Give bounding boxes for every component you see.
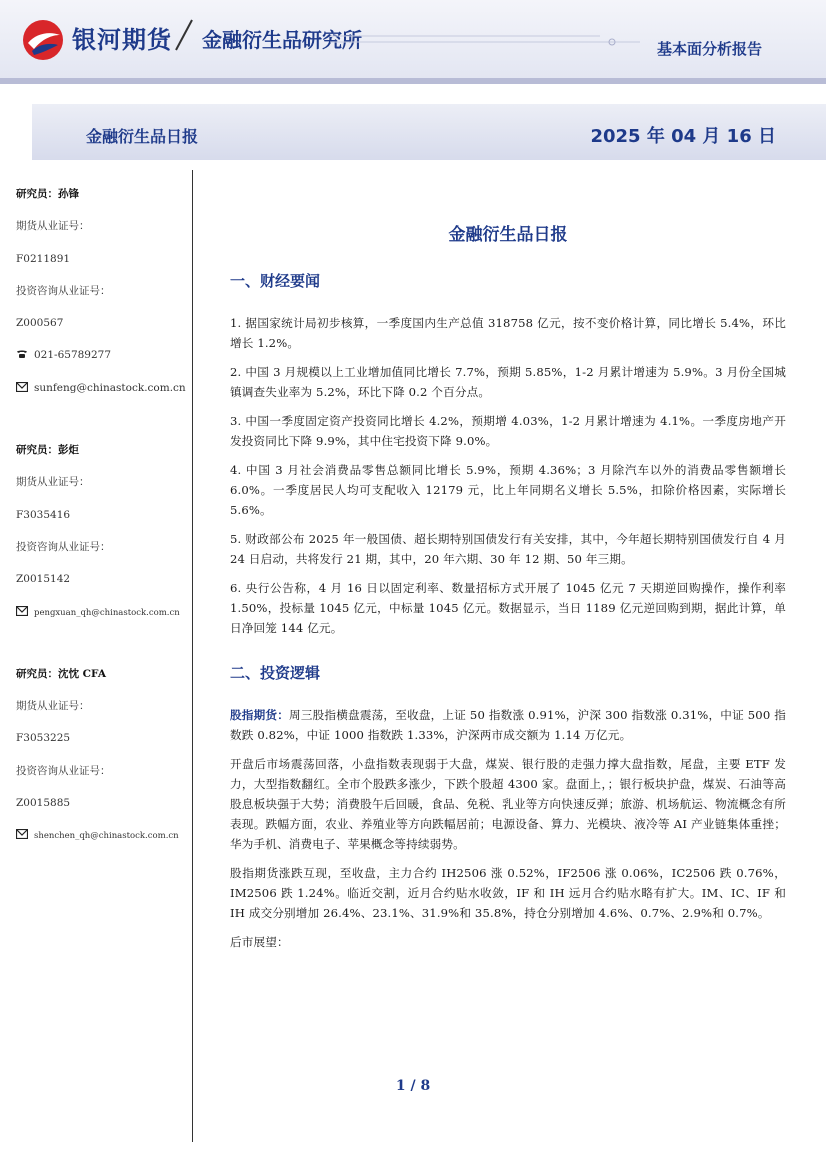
report-type: 基本面分析报告	[656, 40, 762, 58]
invest-cert: Z0015142	[16, 573, 71, 586]
decorative-lines	[330, 30, 670, 60]
news-item: 4. 中国 3 月社会消费品零售总额同比增长 5.9%，预期 4.36%；3 月除汽车以外的消费品零售额增长 6.0%。一季度居民人均可支配收入 12179 元，比上年同期名义增长 5.5%，扣除价格因素，实际增长 5.6%。	[230, 463, 786, 517]
invest-cert: Z000567	[16, 317, 64, 330]
analyst-name: 研究员：彭炬	[16, 444, 79, 457]
report-date: 2025 年 04 月 16 日	[590, 126, 776, 147]
analyst-email	[16, 827, 188, 859]
news-item: 3. 中国一季度固定资产投资同比增长 4.2%，预期增 4.03%，1-2 月累计增速为 4.1%。一季度房地产开发投资同比下降 9.9%，其中住宅投资下降 9.0%。	[230, 414, 786, 448]
sidebar-divider	[192, 170, 193, 1142]
email-address[interactable]: shenchen_qh@chinastock.com.cn	[34, 831, 179, 842]
outlook-label: 后市展望：	[230, 935, 289, 949]
page-current: 1	[395, 1078, 406, 1094]
news-item: 6. 央行公告称，4 月 16 日以固定利率、数量招标方式开展了 1045 亿元 7 天期逆回购操作，操作利率 1.50%，投标量 1045 亿元，中标量 1045 亿元。数据显示，当日 1189 亿元逆回购到期，据此计算，单日净回笼 144 亿元。	[230, 581, 786, 635]
news-item: 2. 中国 3 月规模以上工业增加值同比增长 7.7%，预期 5.85%，1-2 月累计增速为 5.9%。3 月份全国城镇调查失业率为 5.2%，环比下降 0.2 个百分点。	[230, 365, 786, 399]
invest-cert-label: 投资咨询从业证号：	[16, 764, 111, 777]
index-futures-text: 周三股指横盘震荡，至收盘，上证 50 指数涨 0.91%，沪深 300 指数涨 0.31%，中证 500 指数跌 0.82%，中证 1000 指数跌 1.33%，沪深两市成交额为 1.14 万亿元。	[230, 708, 786, 742]
galaxy-logo-icon	[22, 19, 64, 61]
email-icon	[16, 606, 28, 616]
header-stripe	[0, 78, 826, 84]
invest-cert-label: 投资咨询从业证号：	[16, 284, 111, 297]
futures-cert: F0211891	[16, 252, 71, 265]
page-total: 8	[420, 1078, 431, 1094]
analyst-email	[16, 380, 188, 412]
phone-number: 021-65789277	[34, 349, 112, 362]
main-content	[230, 220, 786, 961]
futures-cert-label: 期货从业证号：	[16, 476, 90, 489]
index-futures-summary	[230, 705, 786, 745]
analyst-name: 研究员：沈忱 CFA	[16, 667, 106, 680]
section-heading-news: 一、财经要闻	[230, 272, 321, 290]
section-heading-logic: 二、投资逻辑	[230, 664, 321, 682]
email-icon	[16, 829, 28, 839]
page-sep: /	[410, 1078, 416, 1094]
invest-cert-label: 投资咨询从业证号：	[16, 540, 111, 553]
market-paragraph: 开盘后市场震荡回落，小盘指数表现弱于大盘，煤炭、银行股的走强力撑大盘指数，尾盘，主要 ETF 发力，大型指数翻红。全市个股跌多涨少，下跌个股超 4300 家。盘面上，；银行板块护盘，煤炭、石油等高股息板块强于大势；消费股午后回暖，食品、免税、乳业等方向快速反弹；旅游、机场航运、物流概念有所表现。跌幅方面，农业、养殖业等方向跌幅居前；电源设备、算力、光模块、液冷等 AI 产业链集体重挫；华为手机、消费电子、苹果概念等持续弱势。	[230, 757, 786, 851]
analyst-phone	[16, 347, 188, 379]
index-futures-label: 股指期货：	[230, 708, 290, 722]
futures-cert-label: 期货从业证号：	[16, 700, 90, 713]
divider-slash-icon	[172, 18, 196, 52]
analyst-email	[16, 604, 188, 636]
page-number	[0, 1078, 826, 1094]
email-icon	[16, 382, 28, 392]
analyst-sidebar	[16, 186, 188, 860]
news-item: 1. 据国家统计局初步核算，一季度国内生产总值 318758 亿元，按不变价格计算，同比增长 5.4%，环比增长 1.2%。	[230, 316, 786, 350]
doc-title: 金融衍生品日报	[448, 225, 568, 245]
invest-cert: Z0015885	[16, 797, 71, 810]
futures-paragraph: 股指期货涨跌互现，至收盘，主力合约 IH2506 涨 0.52%，IF2506 涨 0.06%，IC2506 跌 0.76%，IM2506 跌 1.24%。临近交割，近月合约贴水收敛，IF 和 IH 远月合约贴水略有扩大。IM、IC、IF 和 IH 成交分别增加 26.4%、23.1%、31.9%和 35.8%，持仓分别增加 4.6%、0.7%、2.9%和 0.7%。	[230, 866, 786, 920]
futures-cert: F3053225	[16, 732, 71, 745]
report-title: 金融衍生品日报	[86, 127, 199, 146]
analyst-name: 研究员：孙锋	[16, 188, 79, 200]
futures-cert-label: 期货从业证号：	[16, 220, 90, 233]
institute-name: 金融衍生品研究所	[202, 28, 362, 52]
email-address[interactable]: pengxuan_qh@chinastock.com.cn	[34, 607, 180, 618]
brand-name: 银河期货	[72, 26, 172, 54]
phone-icon	[16, 349, 28, 359]
futures-cert: F3035416	[16, 508, 71, 521]
news-item: 5. 财政部公布 2025 年一般国债、超长期特别国债发行有关安排，其中，今年超长期特别国债发行自 4 月 24 日启动，共将发行 21 期，其中，20 年六期、30 年 12 期、50 年三期。	[230, 532, 786, 566]
email-address[interactable]: sunfeng@chinastock.com.cn	[34, 381, 186, 394]
